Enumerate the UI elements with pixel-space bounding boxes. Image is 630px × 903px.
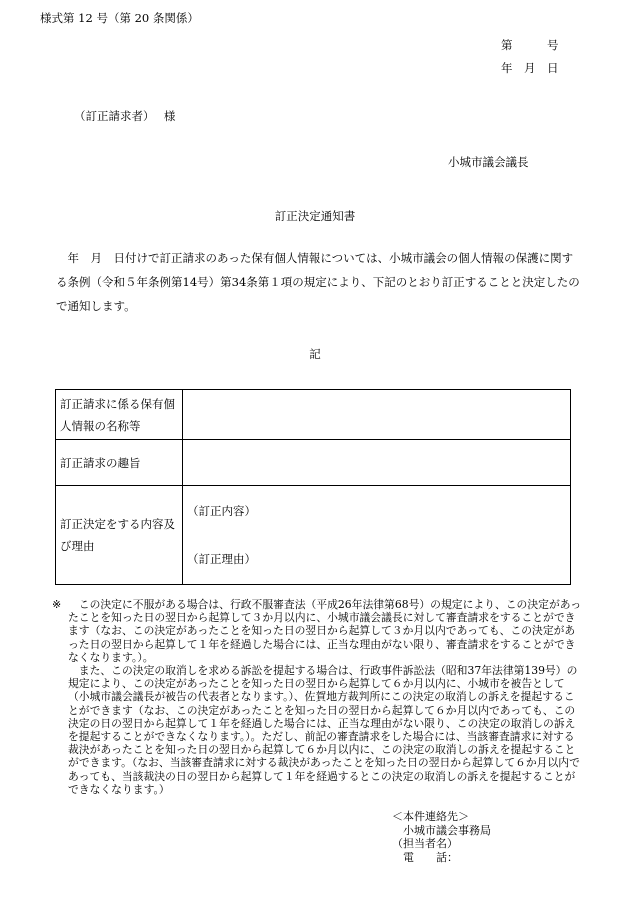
document-number: 第 号 xyxy=(501,38,559,52)
note-paragraph-2: また、この決定の取消しを求める訴訟を提起する場合は、行政事件訴訟法（昭和37年法律第139号）の規定により、この決定があったことを知った日の翌日から起算して６か月以内に、小城市を被告として（小城市議会議長が被告の代表者となります。）、佐賀地方裁判所にこの決定の取消しの訴えを提起することができます（なお、この決定があったことを知った日の翌日から起算して６か月以内であっても、この決定の日の翌日から起算して１年を経過した場合には、正当な理由がない限り、この決定の取消しの訴えを提起することができなくなります。）。ただし、前記の審査請求をした場合には、当該審査請求に対する裁決があったことを知った日の翌日から起算して６か月以内に、この決定の取消しの訴えを提起することができます。（なお、当該審査請求に対する裁決があったことを知った日の翌日から起算して６か月以内であっても、当該裁決の日の翌日から起算して１年を経過するとこの決定の取消しの訴えを提起することができなくなります。） xyxy=(68,664,580,796)
recipient: （訂正請求者） 様 xyxy=(74,109,176,123)
document-title: 訂正決定通知書 xyxy=(274,209,356,223)
contact-heading: ＜本件連絡先＞ xyxy=(392,810,469,823)
row2-label: 訂正請求の趣旨 xyxy=(56,440,183,486)
row3-value xyxy=(183,486,571,585)
contact-phone: 電 話： xyxy=(392,850,458,864)
note-mark: ※ xyxy=(52,598,62,611)
correction-reason-label: （訂正理由） xyxy=(187,552,256,567)
row1-label: 訂正請求に係る保有個人情報の名称等 xyxy=(56,390,183,440)
contact-block xyxy=(392,810,491,864)
document-date: 年 月 日 xyxy=(501,61,559,75)
table-row xyxy=(56,486,571,585)
note-paragraph-1: この決定に不服がある場合は、行政不服審査法（平成26年法律第68号）の規定により、この決定があったことを知った日の翌日から起算して３か月以内に、小城市議会議長に対して審査請求をすることができます（なお、この決定があったことを知った日の翌日から起算して３か月以内であっても、この決定があった日の翌日から起算して１年を経過した場合には、正当な理由がない限り、審査請求をすることができなくなります。）。 xyxy=(68,598,582,664)
correction-content-label: （訂正内容） xyxy=(187,504,256,519)
contact-person: （担当者名） xyxy=(392,837,458,850)
row3-label: 訂正決定をする内容及び理由 xyxy=(56,486,183,585)
decision-table xyxy=(55,389,571,585)
form-number: 様式第 12 号（第 20 条関係） xyxy=(40,11,199,25)
ki-heading: 記 xyxy=(309,347,321,361)
row1-value xyxy=(183,390,571,440)
row2-value xyxy=(183,440,571,486)
table-row xyxy=(56,440,571,486)
sender: 小城市議会議長 xyxy=(448,155,529,169)
appeal-note xyxy=(52,598,582,796)
table-row xyxy=(56,390,571,440)
body-text: 年 月 日付けで訂正請求のあった保有個人情報については、小城市議会の個人情報の保護に関する条例（令和５年条例第14号）第34条第１項の規定により、下記のとおり訂正することと決定したので通知します。 xyxy=(56,251,580,313)
contact-office: 小城市議会事務局 xyxy=(392,823,491,837)
